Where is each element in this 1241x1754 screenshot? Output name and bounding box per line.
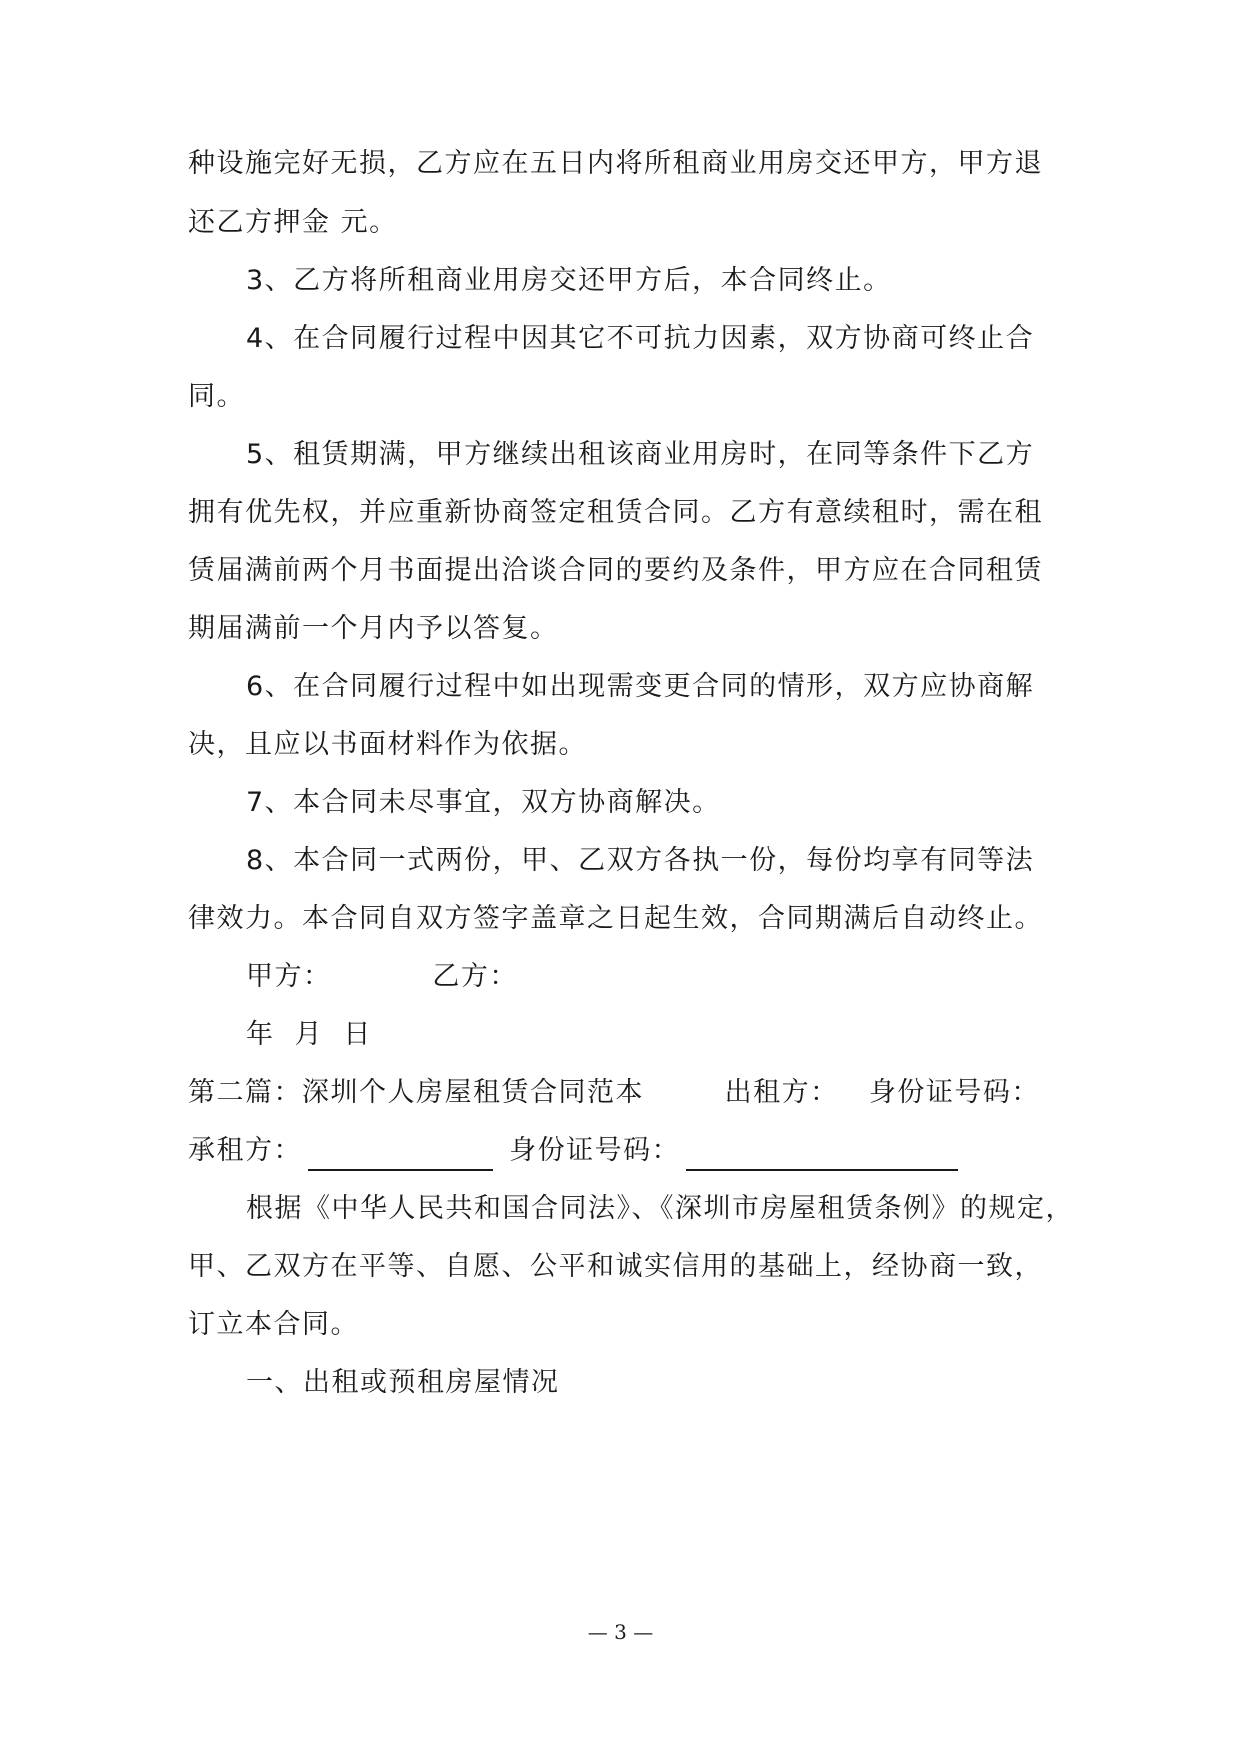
clause-3: 3、乙方将所租商业用房交还甲方后，本合同终止。 — [246, 265, 892, 296]
clause-6: 6、在合同履行过程中如出现需变更合同的情形，双方应协商解 — [246, 671, 1035, 702]
signature-parties: 甲方： 乙方： — [246, 961, 518, 992]
subsection-heading: 一、出租或预租房屋情况 — [246, 1367, 560, 1398]
page-number: — 3 — — [587, 1620, 654, 1644]
intro-paragraph: 根据《中华人民共和国合同法》、《深圳市房屋租赁条例》的规定， — [246, 1193, 1074, 1224]
paragraph-line: 同。 — [188, 381, 245, 412]
tenant-id-label: 身份证号码： — [509, 1135, 681, 1166]
paragraph-line: 决，且应以书面材料作为依据。 — [188, 729, 587, 760]
paragraph-line: 拥有优先权，并应重新协商签定租赁合同。乙方有意续租时，需在租 — [188, 497, 1043, 528]
paragraph-line: 甲、乙双方在平等、自愿、公平和诚实信用的基础上，经协商一致， — [188, 1251, 1043, 1282]
paragraph-line: 律效力。本合同自双方签字盖章之日起生效，合同期满后自动终止。 — [188, 903, 1043, 934]
clause-7: 7、本合同未尽事宜，双方协商解决。 — [246, 787, 721, 818]
paragraph-line: 还乙方押金 元。 — [188, 207, 398, 238]
paragraph-line: 期届满前一个月内予以答复。 — [188, 613, 559, 644]
clause-5: 5、租赁期满，甲方继续出租该商业用房时，在同等条件下乙方 — [246, 439, 1035, 470]
paragraph-line: 订立本合同。 — [188, 1309, 359, 1340]
tenant-label: 承租方： — [188, 1135, 302, 1166]
paragraph-line: 种设施完好无损，乙方应在五日内将所租商业用房交还甲方，甲方退 — [188, 148, 1043, 179]
tenant-line — [188, 1131, 964, 1171]
tenant-blank — [308, 1139, 493, 1171]
tenant-id-blank — [686, 1139, 958, 1171]
clause-4: 4、在合同履行过程中因其它不可抗力因素，双方协商可终止合 — [246, 323, 1035, 354]
section-heading: 第二篇：深圳个人房屋租赁合同范本 出租方： 身份证号码： — [188, 1077, 1040, 1108]
paragraph-line: 赁届满前两个月书面提出洽谈合同的要约及条件，甲方应在合同租赁 — [188, 555, 1043, 586]
clause-8: 8、本合同一式两份，甲、乙双方各执一份，每份均享有同等法 — [246, 845, 1035, 876]
signature-date: 年 月 日 — [246, 1019, 372, 1050]
